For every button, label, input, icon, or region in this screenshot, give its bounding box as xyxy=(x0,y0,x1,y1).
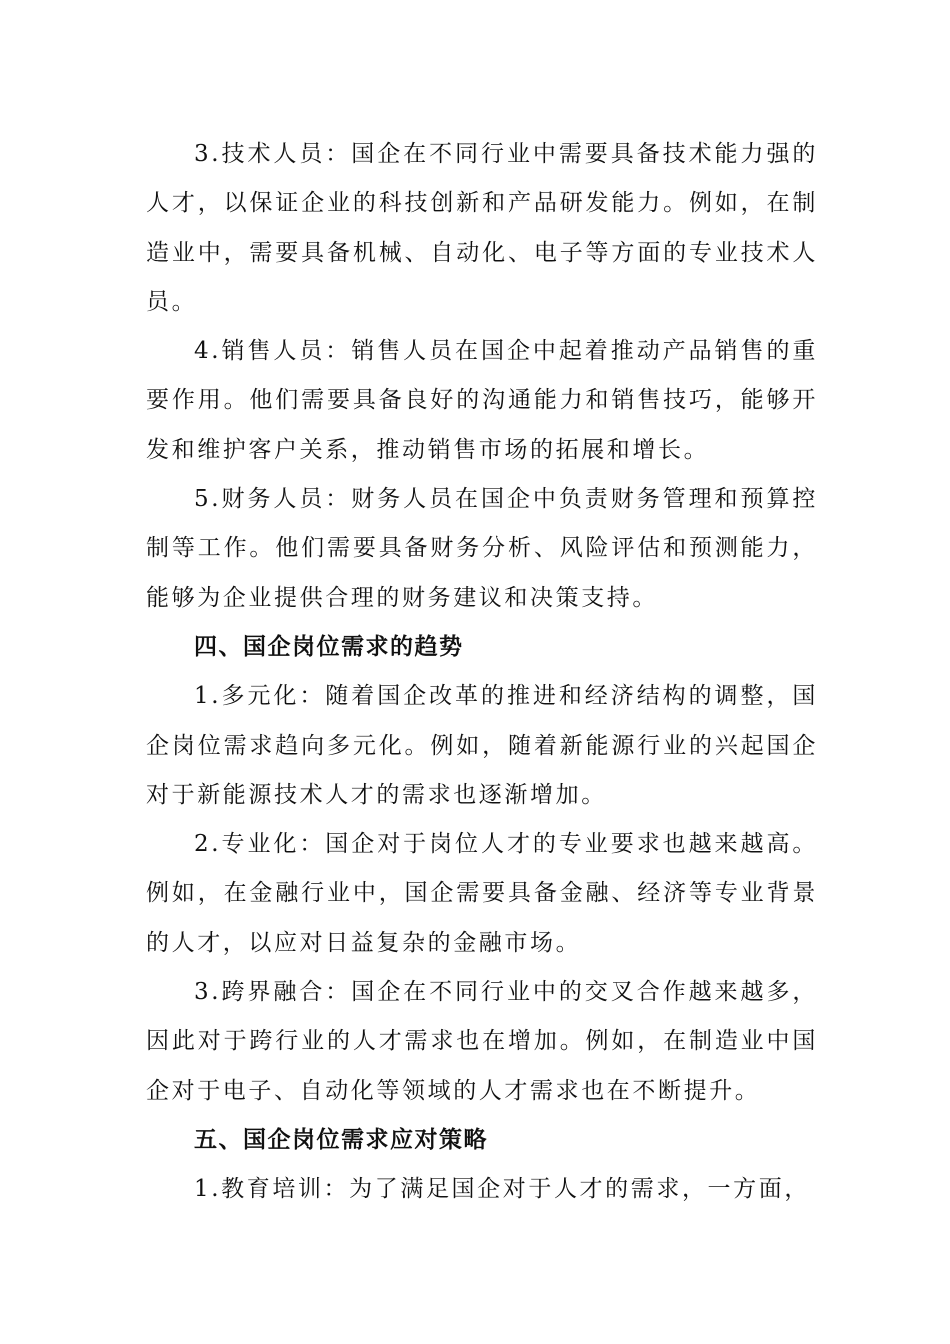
section-heading-trends: 四、国企岗位需求的趋势 xyxy=(194,633,464,660)
document-body xyxy=(146,130,818,1215)
paragraph-cross-industry: 3.跨界融合：国企在不同行业中的交叉合作越来越多，因此对于跨行业的人才需求也在增加。例如，在制造业中国企对于电子、自动化等领域的人才需求也在不断提升。 xyxy=(146,979,818,1104)
paragraph-specialization: 2.专业化：国企对于岗位人才的专业要求也越来越高。例如，在金融行业中，国企需要具备金融、经济等专业背景的人才，以应对日益复杂的金融市场。 xyxy=(146,831,818,956)
paragraph-finance-staff: 5.财务人员：财务人员在国企中负责财务管理和预算控制等工作。他们需要具备财务分析、风险评估和预测能力，能够为企业提供合理的财务建议和决策支持。 xyxy=(146,486,818,611)
paragraph-diversification: 1.多元化：随着国企改革的推进和经济结构的调整，国企岗位需求趋向多元化。例如，随着新能源行业的兴起国企对于新能源技术人才的需求也逐渐增加。 xyxy=(146,683,818,808)
section-heading-strategies: 五、国企岗位需求应对策略 xyxy=(194,1126,488,1153)
paragraph-education-training: 1.教育培训：为了满足国企对于人才的需求，一方面， xyxy=(194,1176,810,1203)
paragraph-tech-staff: 3.技术人员：国企在不同行业中需要具备技术能力强的人才，以保证企业的科技创新和产品研发能力。例如，在制造业中，需要具备机械、自动化、电子等方面的专业技术人员。 xyxy=(146,141,818,315)
paragraph-sales-staff: 4.销售人员：销售人员在国企中起着推动产品销售的重要作用。他们需要具备良好的沟通能力和销售技巧，能够开发和维护客户关系，推动销售市场的拓展和增长。 xyxy=(146,338,818,463)
